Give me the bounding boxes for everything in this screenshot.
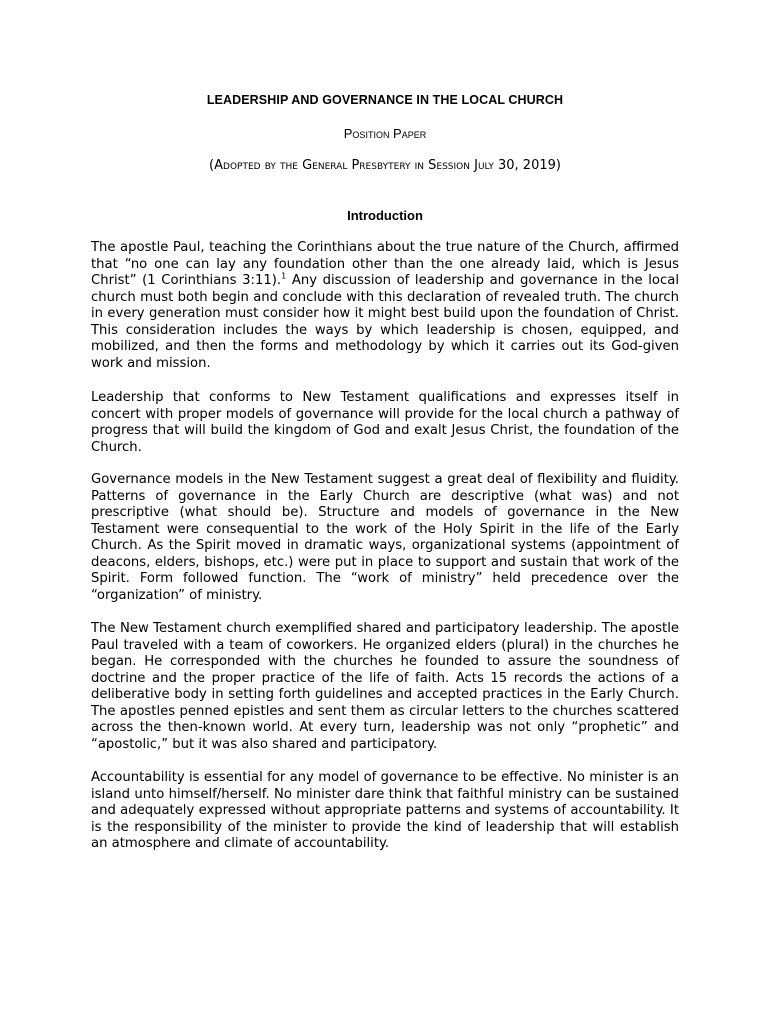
document-subtitle: Position Paper <box>343 126 427 141</box>
paragraph-3: Governance models in the New Testament suggest a great deal of flexibility and fluidity. Patterns of governance in the Early Church are descriptive (what was) and not prescriptive (what should be). Structure and models of governance in the New Testament were consequential to the work of the Holy Spirit in the life of the Early Church. As the Spirit moved in dramatic ways, organizational systems (appointment of deacons, elders, bishops, etc.) were put in place to support and sustain that work of the Spirit. Form followed function. The “work of ministry” held precedence over the “organization” of ministry. <box>91 472 679 603</box>
paragraph-1-text: The apostle Paul, teaching the Corinthians about the true nature of the Church, affirmed that “no one can lay any foundation other than the one already laid, which is Jesus Christ” (1 Corinthians 3:11). <box>91 240 679 288</box>
paragraph-1-continued: Any discussion of leadership and governance in the local church must both begin and conclude with this declaration of revealed truth. The church in every generation must consider how it might best build upon the foundation of Christ. This consideration includes the ways by which leadership is chosen, equipped, and mobilized, and then the forms and methodology by which it carries out its God-given work and mission. <box>91 273 679 371</box>
paragraph-1 <box>91 240 679 372</box>
adoption-note: (Adopted by the General Presbytery in Session July 30, 2019) <box>209 158 561 173</box>
footnote-reference[interactable]: 1 <box>281 271 287 281</box>
document-title: LEADERSHIP AND GOVERNANCE IN THE LOCAL CHURCH <box>206 93 564 107</box>
paragraph-2: Leadership that conforms to New Testament qualifications and expresses itself in concert with proper models of governance will provide for the local church a pathway of progress that will build the kingdom of God and exalt Jesus Christ, the foundation of the Church. <box>91 390 679 455</box>
section-heading: Introduction <box>347 208 423 223</box>
paragraph-4: The New Testament church exemplified shared and participatory leadership. The apostle Paul traveled with a team of coworkers. He organized elders (plural) in the churches he began. He corresponded with the churches he founded to assure the soundness of doctrine and the proper practice of the life of faith. Acts 15 records the actions of a deliberative body in setting forth guidelines and accepted practices in the Early Church. The apostles penned epistles and sent them as circular letters to the churches scattered across the then-known world. At every turn, leadership was not only “prophetic” and “apostolic,” but it was also shared and participatory. <box>91 621 679 752</box>
paragraph-5: Accountability is essential for any model of governance to be effective. No minister is an island unto himself/herself. No minister dare think that faithful ministry can be sustained and adequately expressed without appropriate patterns and systems of accountability. It is the responsibility of the minister to provide the kind of leadership that will establish an atmosphere and climate of accountability. <box>91 770 679 851</box>
